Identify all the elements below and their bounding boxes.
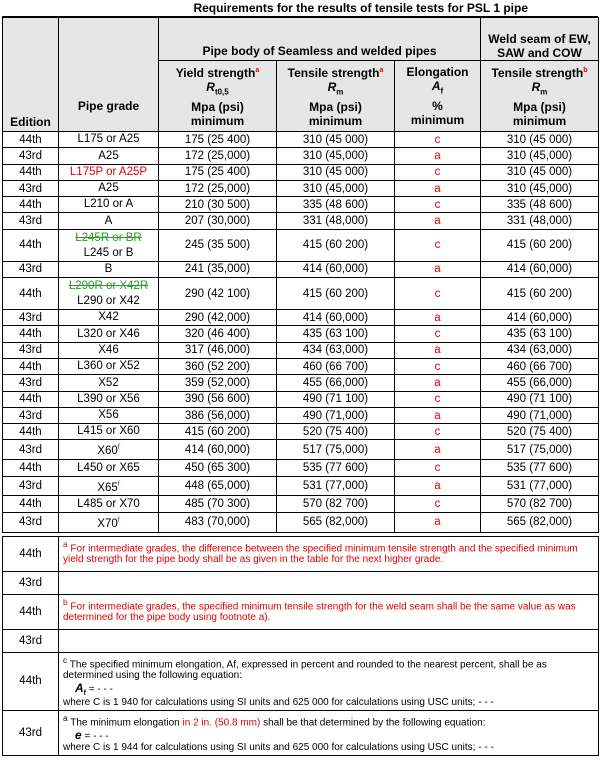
elongation-cell: c	[395, 358, 481, 374]
footnote-a43-eq-symbol: e	[75, 728, 82, 743]
table-row	[3, 326, 599, 342]
weld-seam-line-2: SAW and COW	[497, 46, 582, 60]
grade-label: B	[104, 263, 113, 276]
edition-cell: 43rd	[3, 342, 59, 358]
weld-tensile-cell: 415 (60 200)	[481, 278, 599, 310]
yield-cell: 317 (46,000)	[159, 342, 277, 358]
footnote-edition: 43rd	[3, 629, 59, 652]
grade-cell	[59, 424, 159, 440]
grade-label: L485 or X70	[77, 497, 140, 510]
tensile-symbol: R	[327, 80, 337, 95]
tensile-cell: 490 (71 100)	[277, 391, 395, 407]
weld-tensile-sup: b	[583, 67, 588, 75]
yield-cell: 450 (65 300)	[159, 460, 277, 476]
elongation-cell: c	[395, 278, 481, 310]
tensile-label: Tensile strength	[287, 66, 380, 81]
tensile-cell: 570 (82 700)	[277, 496, 395, 512]
grade-label: L360 or X52	[77, 360, 140, 373]
footnote-a43-eq-rest: = - - -	[81, 731, 109, 743]
weld-tensile-label: Tensile strength	[491, 66, 584, 81]
yield-cell: 241 (35,000)	[159, 261, 277, 277]
weld-tensile-cell: 414 (60,000)	[481, 310, 599, 326]
tensile-cell: 310 (45 000)	[277, 132, 395, 148]
elongation-header	[395, 61, 481, 132]
yield-header	[159, 61, 277, 132]
weld-tensile-cell: 310 (45 000)	[481, 164, 599, 180]
table-row	[3, 229, 599, 261]
weld-tensile-cell: 435 (63 100)	[481, 326, 599, 342]
elongation-cell: a	[395, 180, 481, 196]
weld-tensile-cell: 414 (60,000)	[481, 261, 599, 277]
tensile-subscript: m	[336, 87, 344, 97]
weld-seam-line-1: Weld seam of EW,	[488, 32, 591, 46]
tensile-unit: Mpa (psi)	[309, 99, 362, 114]
pipe-grade-header: Pipe grade	[59, 18, 159, 132]
weld-seam-header	[481, 18, 599, 61]
yield-sup: a	[255, 67, 260, 75]
footnote-c-eq-sub: f	[83, 689, 87, 697]
elongation-subscript: f	[440, 86, 444, 96]
elongation-cell: a	[395, 310, 481, 326]
tensile-cell: 310 (45,000)	[277, 148, 395, 164]
footnote-a43-text-1: The minimum elongation	[67, 717, 183, 729]
grade-label: L390 or X56	[77, 392, 140, 405]
edition-cell: 43rd	[3, 261, 59, 277]
tensile-cell: 310 (45,000)	[277, 180, 395, 196]
pipe-body-header: Pipe body of Seamless and welded pipes	[159, 18, 481, 61]
weld-tensile-cell: 565 (82,000)	[481, 512, 599, 532]
grade-label: L290 or X42	[77, 295, 140, 308]
tensile-cell: 310 (45 000)	[277, 164, 395, 180]
footnote-a43-text-2: shall be that determined by the following equation:	[260, 717, 486, 729]
weld-tensile-unit: Mpa (psi)	[513, 99, 566, 114]
grade-cell	[59, 460, 159, 476]
grade-label: A25	[98, 149, 119, 162]
grade-label: L450 or X65	[77, 461, 140, 474]
footnote-a-43rd	[59, 710, 599, 755]
footnotes-table	[2, 536, 599, 757]
table-row	[3, 278, 599, 310]
edition-cell: 43rd	[3, 180, 59, 196]
edition-cell: 44th	[3, 424, 59, 440]
yield-cell: 207 (30,000)	[159, 213, 277, 229]
tensile-cell: 335 (48 600)	[277, 197, 395, 213]
grade-cell	[59, 375, 159, 391]
table-row	[3, 512, 599, 532]
elongation-cell: c	[395, 132, 481, 148]
grade-label: A25	[98, 182, 119, 195]
table-row	[3, 213, 599, 229]
elongation-cell: c	[395, 326, 481, 342]
table-row	[3, 358, 599, 374]
weld-tensile-cell: 520 (75 400)	[481, 424, 599, 440]
weld-tensile-cell: 310 (45,000)	[481, 148, 599, 164]
grade-label: A	[104, 214, 113, 227]
weld-tensile-subscript: m	[540, 87, 548, 97]
tensile-cell: 517 (75,000)	[277, 440, 395, 460]
yield-cell: 360 (52 200)	[159, 358, 277, 374]
footnote-empty	[59, 629, 599, 652]
edition-cell: 44th	[3, 460, 59, 476]
grade-label: L320 or X46	[77, 327, 140, 340]
yield-cell: 245 (35 500)	[159, 229, 277, 261]
tensile-cell: 414 (60,000)	[277, 261, 395, 277]
table-row	[3, 496, 599, 512]
edition-header: Edition	[3, 18, 59, 132]
grade-cell	[59, 229, 159, 261]
footnote-edition: 44th	[3, 594, 59, 629]
grade-label: L415 or X60	[77, 425, 140, 438]
weld-tensile-cell: 517 (75,000)	[481, 440, 599, 460]
elongation-cell: a	[395, 512, 481, 532]
grade-cell	[59, 440, 159, 460]
yield-symbol: R	[206, 80, 215, 95]
edition-cell: 44th	[3, 358, 59, 374]
grade-label: X56	[98, 409, 119, 422]
edition-cell: 44th	[3, 496, 59, 512]
elongation-cell: c	[395, 391, 481, 407]
table-row	[3, 391, 599, 407]
edition-cell: 44th	[3, 164, 59, 180]
table-row	[3, 460, 599, 476]
grade-footnote-marker: f	[117, 480, 120, 488]
footnote-a-44th	[59, 536, 599, 571]
footnote-c-eq-symbol: A	[75, 680, 84, 695]
weld-tensile-cell: 415 (60 200)	[481, 229, 599, 261]
edition-cell: 44th	[3, 197, 59, 213]
footnote-row	[3, 594, 599, 629]
table-row	[3, 310, 599, 326]
footnote-row	[3, 629, 599, 652]
table-row	[3, 148, 599, 164]
tensile-sup: a	[379, 67, 384, 75]
edition-cell: 43rd	[3, 476, 59, 496]
yield-cell: 483 (70,000)	[159, 512, 277, 532]
footnote-edition: 44th	[3, 536, 59, 571]
grade-label: X60	[97, 445, 118, 458]
grade-cell	[59, 164, 159, 180]
yield-cell: 386 (56,000)	[159, 407, 277, 423]
yield-cell: 172 (25,000)	[159, 180, 277, 196]
footnote-empty	[59, 571, 599, 594]
grade-cell	[59, 407, 159, 423]
yield-label: Yield strength	[175, 66, 256, 81]
elongation-cell: a	[395, 148, 481, 164]
grade-label: L175P or A25P	[69, 165, 148, 178]
grade-label: X65	[97, 481, 118, 494]
weld-tensile-cell: 490 (71,000)	[481, 407, 599, 423]
weld-tensile-symbol: R	[531, 80, 541, 95]
footnote-edition: 43rd	[3, 571, 59, 594]
tensile-cell: 455 (66,000)	[277, 375, 395, 391]
grade-cell	[59, 476, 159, 496]
yield-cell: 414 (60,000)	[159, 440, 277, 460]
tensile-cell: 435 (63 100)	[277, 326, 395, 342]
footnote-c-text: The specified minimum elongation, Af, expressed in percent and rounded to the nearest percent, shall be as determined using the following equation:	[63, 658, 547, 681]
footnote-a43-marker: a	[63, 712, 68, 723]
grade-cell	[59, 132, 159, 148]
weld-tensile-cell: 535 (77 600)	[481, 460, 599, 476]
footnote-b-text: For intermediate grades, the specified minimum tensile strength for the weld seam shall be the same value as was determined for the pipe body using footnote a).	[63, 600, 576, 623]
edition-cell: 43rd	[3, 440, 59, 460]
grade-footnote-marker: f	[117, 516, 120, 524]
table-row	[3, 261, 599, 277]
table-row	[3, 164, 599, 180]
grade-label: X42	[98, 311, 119, 324]
weld-tensile-cell: 310 (45 000)	[481, 132, 599, 148]
footnote-c-eq-rest: = - - -	[86, 683, 113, 695]
footnote-a-text: For intermediate grades, the difference between the specified minimum tensile strength and the specified minimum yield strength for the pipe body shall be as given in the table for the next higher grade.	[63, 542, 578, 565]
table-row	[3, 424, 599, 440]
struck-grade-label: L290R or X42R	[68, 280, 149, 293]
tensile-cell: 415 (60 200)	[277, 278, 395, 310]
elongation-cell: c	[395, 229, 481, 261]
footnote-b-44th	[59, 594, 599, 629]
footnote-a43-text-red: in 2 in. (50.8 mm)	[182, 717, 261, 729]
elongation-cell: a	[395, 261, 481, 277]
grade-cell	[59, 326, 159, 342]
grade-cell	[59, 278, 159, 310]
yield-subscript: t0,5	[214, 87, 229, 97]
footnote-c-where: where C is 1 940 for calculations using SI units and 625 000 for calculations using USC units; - - -	[63, 696, 494, 708]
tensile-cell: 331 (48,000)	[277, 213, 395, 229]
tensile-cell: 414 (60,000)	[277, 310, 395, 326]
footnote-row	[3, 652, 599, 710]
yield-cell: 175 (25 400)	[159, 164, 277, 180]
table-row	[3, 440, 599, 460]
edition-cell: 43rd	[3, 407, 59, 423]
elongation-cell: c	[395, 496, 481, 512]
grade-cell	[59, 496, 159, 512]
weld-tensile-cell: 310 (45,000)	[481, 180, 599, 196]
weld-tensile-minimum: minimum	[512, 113, 567, 128]
grade-cell	[59, 310, 159, 326]
weld-tensile-cell: 490 (71 100)	[481, 391, 599, 407]
footnote-row	[3, 571, 599, 594]
elongation-minimum: minimum	[410, 112, 465, 127]
edition-cell: 43rd	[3, 375, 59, 391]
grade-footnote-marker: f	[117, 444, 120, 452]
tensile-cell: 490 (71,000)	[277, 407, 395, 423]
footnote-c-marker: c	[63, 654, 68, 665]
tensile-cell: 535 (77 600)	[277, 460, 395, 476]
page-title: Requirements for the results of tensile tests for PSL 1 pipe	[2, 0, 598, 17]
footnote-edition: 43rd	[3, 710, 59, 755]
edition-cell: 43rd	[3, 213, 59, 229]
table-row	[3, 342, 599, 358]
grade-label: L175 or A25	[77, 133, 140, 146]
grade-cell	[59, 213, 159, 229]
table-row	[3, 476, 599, 496]
yield-cell: 175 (25 400)	[159, 132, 277, 148]
yield-cell: 290 (42,000)	[159, 310, 277, 326]
yield-cell: 390 (56 600)	[159, 391, 277, 407]
grade-cell	[59, 342, 159, 358]
edition-cell: 43rd	[3, 310, 59, 326]
footnote-row	[3, 710, 599, 755]
grade-cell	[59, 148, 159, 164]
header-row-1	[3, 18, 599, 61]
grade-cell	[59, 197, 159, 213]
yield-cell: 172 (25,000)	[159, 148, 277, 164]
grade-label: L210 or A	[83, 198, 134, 211]
tensile-cell: 531 (77,000)	[277, 476, 395, 496]
edition-cell: 44th	[3, 278, 59, 310]
elongation-cell: a	[395, 342, 481, 358]
yield-cell: 210 (30 500)	[159, 197, 277, 213]
weld-tensile-cell: 455 (66,000)	[481, 375, 599, 391]
footnote-b-marker: b	[63, 596, 68, 607]
grade-label: X52	[98, 376, 119, 389]
edition-cell: 43rd	[3, 148, 59, 164]
elongation-cell: a	[395, 213, 481, 229]
elongation-cell: a	[395, 476, 481, 496]
tensile-minimum: minimum	[308, 113, 363, 128]
yield-cell: 320 (46 400)	[159, 326, 277, 342]
grade-label: X46	[98, 343, 119, 356]
table-row	[3, 180, 599, 196]
edition-cell: 44th	[3, 132, 59, 148]
elongation-symbol: A	[431, 79, 441, 94]
grade-label: X70	[97, 517, 118, 530]
elongation-cell: c	[395, 164, 481, 180]
yield-cell: 359 (52,000)	[159, 375, 277, 391]
yield-cell: 415 (60 200)	[159, 424, 277, 440]
grade-label: L245 or B	[83, 246, 134, 259]
grade-cell	[59, 391, 159, 407]
footnote-a-marker: a	[63, 538, 68, 549]
edition-cell: 43rd	[3, 512, 59, 532]
yield-cell: 448 (65,000)	[159, 476, 277, 496]
elongation-cell: a	[395, 407, 481, 423]
footnote-row	[3, 536, 599, 571]
tensile-header	[277, 61, 395, 132]
weld-tensile-cell: 460 (66 700)	[481, 358, 599, 374]
weld-tensile-cell: 331 (48,000)	[481, 213, 599, 229]
edition-cell: 44th	[3, 391, 59, 407]
elongation-cell: c	[395, 197, 481, 213]
table-row	[3, 375, 599, 391]
elongation-cell: a	[395, 440, 481, 460]
edition-cell: 44th	[3, 229, 59, 261]
edition-cell: 44th	[3, 326, 59, 342]
yield-unit: Mpa (psi)	[191, 99, 244, 114]
table-row	[3, 197, 599, 213]
yield-cell: 290 (42 100)	[159, 278, 277, 310]
table-row	[3, 407, 599, 423]
tensile-cell: 460 (66 700)	[277, 358, 395, 374]
yield-cell: 485 (70 300)	[159, 496, 277, 512]
weld-tensile-cell: 531 (77,000)	[481, 476, 599, 496]
elongation-unit: %	[432, 98, 443, 113]
weld-tensile-cell: 434 (63,000)	[481, 342, 599, 358]
footnote-c-44th	[59, 652, 599, 710]
footnote-a43-where: where C is 1 944 for calculations using SI units and 625 000 for calculations using USC units; - - -	[63, 742, 494, 754]
weld-tensile-cell: 570 (82 700)	[481, 496, 599, 512]
tensile-cell: 415 (60 200)	[277, 229, 395, 261]
weld-tensile-header	[481, 61, 599, 132]
weld-tensile-cell: 335 (48 600)	[481, 197, 599, 213]
table-row	[3, 132, 599, 148]
footnote-edition: 44th	[3, 652, 59, 710]
tensile-cell: 434 (63,000)	[277, 342, 395, 358]
elongation-cell: a	[395, 375, 481, 391]
grade-cell	[59, 261, 159, 277]
requirements-table	[2, 17, 599, 533]
elongation-cell: c	[395, 460, 481, 476]
tensile-cell: 565 (82,000)	[277, 512, 395, 532]
grade-cell	[59, 180, 159, 196]
tensile-requirements-sheet	[2, 0, 598, 756]
grade-cell	[59, 358, 159, 374]
elongation-cell: c	[395, 424, 481, 440]
struck-grade-label: L245R or BR	[75, 231, 142, 244]
grade-cell	[59, 512, 159, 532]
yield-minimum: minimum	[190, 113, 245, 128]
table-body	[3, 132, 599, 533]
elongation-label: Elongation	[406, 65, 469, 80]
tensile-cell: 520 (75 400)	[277, 424, 395, 440]
